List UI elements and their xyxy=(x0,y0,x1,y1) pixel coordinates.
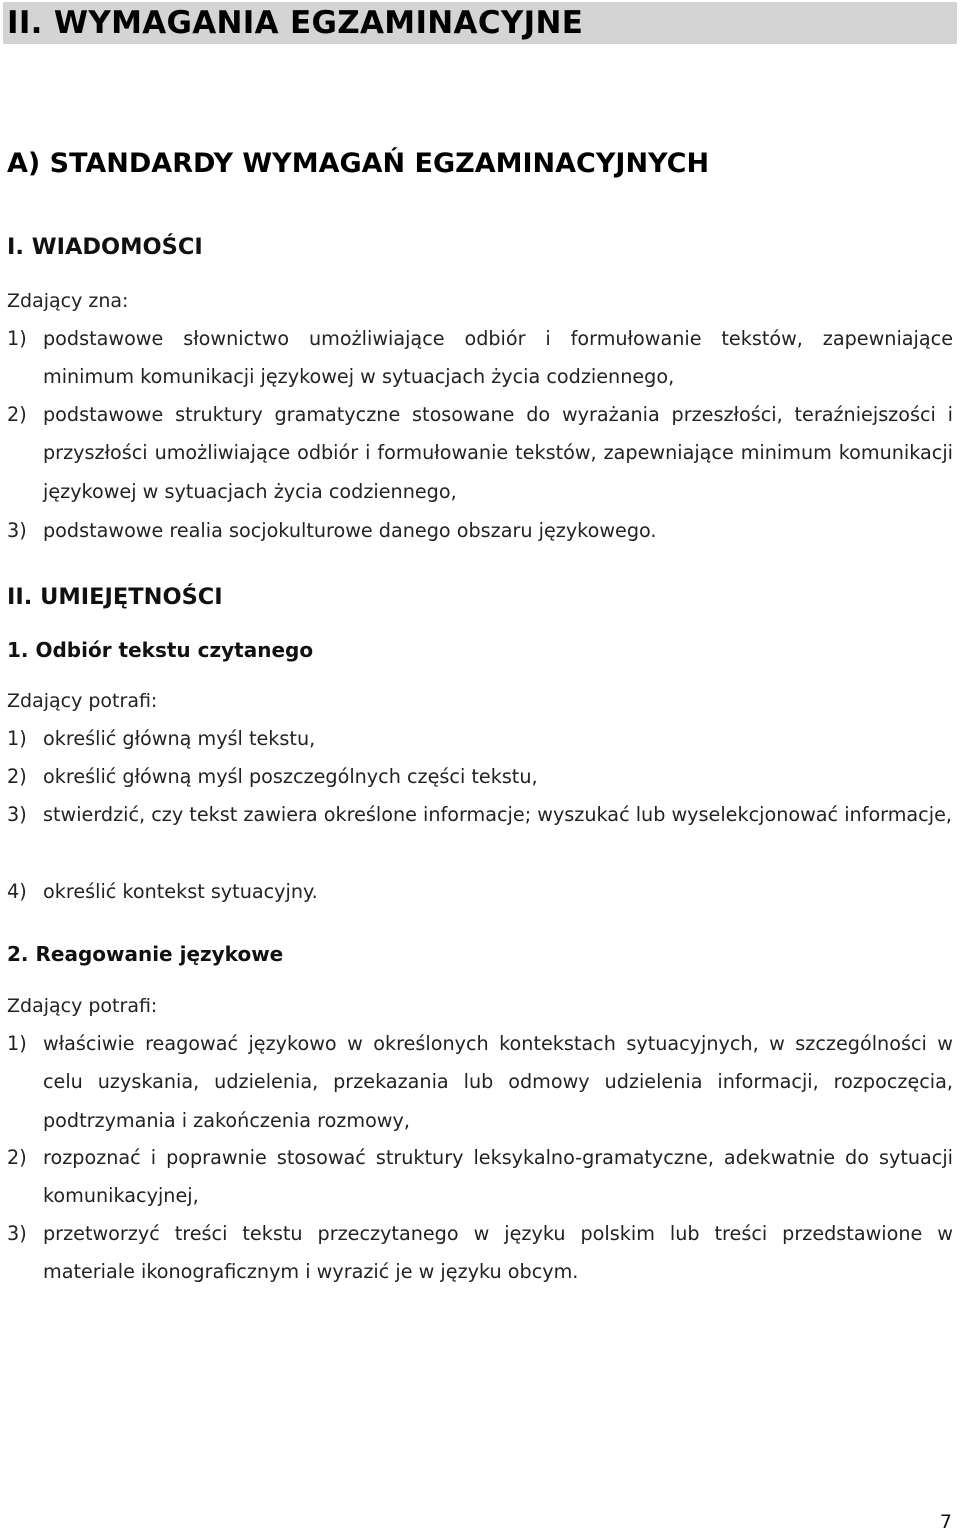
list-item xyxy=(7,1025,953,1140)
item-number: 1) xyxy=(7,727,27,750)
list-item xyxy=(7,396,953,511)
knowledge-heading: I. WIADOMOŚCI xyxy=(7,234,203,260)
page-number: 7 xyxy=(939,1511,952,1533)
item-text: określić główną myśl poszczególnych części tekstu, xyxy=(43,765,538,788)
item-number: 1) xyxy=(7,1032,27,1055)
item-number: 2) xyxy=(7,765,27,788)
item-number: 2) xyxy=(7,1146,27,1169)
skills-heading: II. UMIEJĘTNOŚCI xyxy=(7,584,223,610)
list-item xyxy=(7,512,953,550)
item-text: stwierdzić, czy tekst zawiera określone informacje; wyszukać lub wyselekcjonować informacje, xyxy=(43,803,952,826)
list-item xyxy=(7,796,953,834)
chapter-title: II. WYMAGANIA EGZAMINACYJNE xyxy=(3,2,957,44)
item-text: właściwie reagować językowo w określonych kontekstach sytuacyjnych, w szczególności w celu uzyskania, udzielenia, przekazania lub odmowy udzielenia informacji, rozpoczęcia, podtrzymania i zakończenia rozmowy, xyxy=(43,1032,953,1132)
item-number: 3) xyxy=(7,519,27,542)
item-text: przetworzyć treści tekstu przeczytanego w języku polskim lub treści przedstawione w materiale ikonograficznym i wyrazić je w języku obcym. xyxy=(43,1222,953,1284)
section-title: A) STANDARDY WYMAGAŃ EGZAMINACYJNYCH xyxy=(7,148,710,179)
list-item xyxy=(7,1139,953,1216)
list-item xyxy=(7,1215,953,1292)
item-number: 1) xyxy=(7,327,27,350)
list-item xyxy=(7,320,953,397)
item-number: 4) xyxy=(7,880,27,903)
item-number: 2) xyxy=(7,403,27,426)
item-text: określić kontekst sytuacyjny. xyxy=(43,880,318,903)
list-item xyxy=(7,720,953,758)
list-item xyxy=(7,873,953,911)
item-number: 3) xyxy=(7,803,27,826)
item-text: podstawowe realia socjokulturowe danego obszaru językowego. xyxy=(43,519,657,542)
item-text: podstawowe słownictwo umożliwiające odbiór i formułowanie tekstów, zapewniające minimum komunikacji językowej w sytuacjach życia codziennego, xyxy=(43,327,953,389)
item-number: 3) xyxy=(7,1222,27,1245)
reacting-intro: Zdający potrafi: xyxy=(7,995,158,1017)
item-text: podstawowe struktury gramatyczne stosowane do wyrażania przeszłości, teraźniejszości i przyszłości umożliwiające odbiór i formułowanie tekstów, zapewniające minimum komunikacji językowej w sytuacjach życia codziennego, xyxy=(43,403,953,503)
reading-heading: 1. Odbiór tekstu czytanego xyxy=(7,638,314,662)
item-text: rozpoznać i poprawnie stosować struktury leksykalno-gramatyczne, adekwatnie do sytuacji komunikacyjnej, xyxy=(43,1146,953,1208)
reading-intro: Zdający potrafi: xyxy=(7,690,158,712)
item-text: określić główną myśl tekstu, xyxy=(43,727,316,750)
list-item xyxy=(7,758,953,796)
knowledge-intro: Zdający zna: xyxy=(7,290,129,312)
reacting-heading: 2. Reagowanie językowe xyxy=(7,942,284,966)
